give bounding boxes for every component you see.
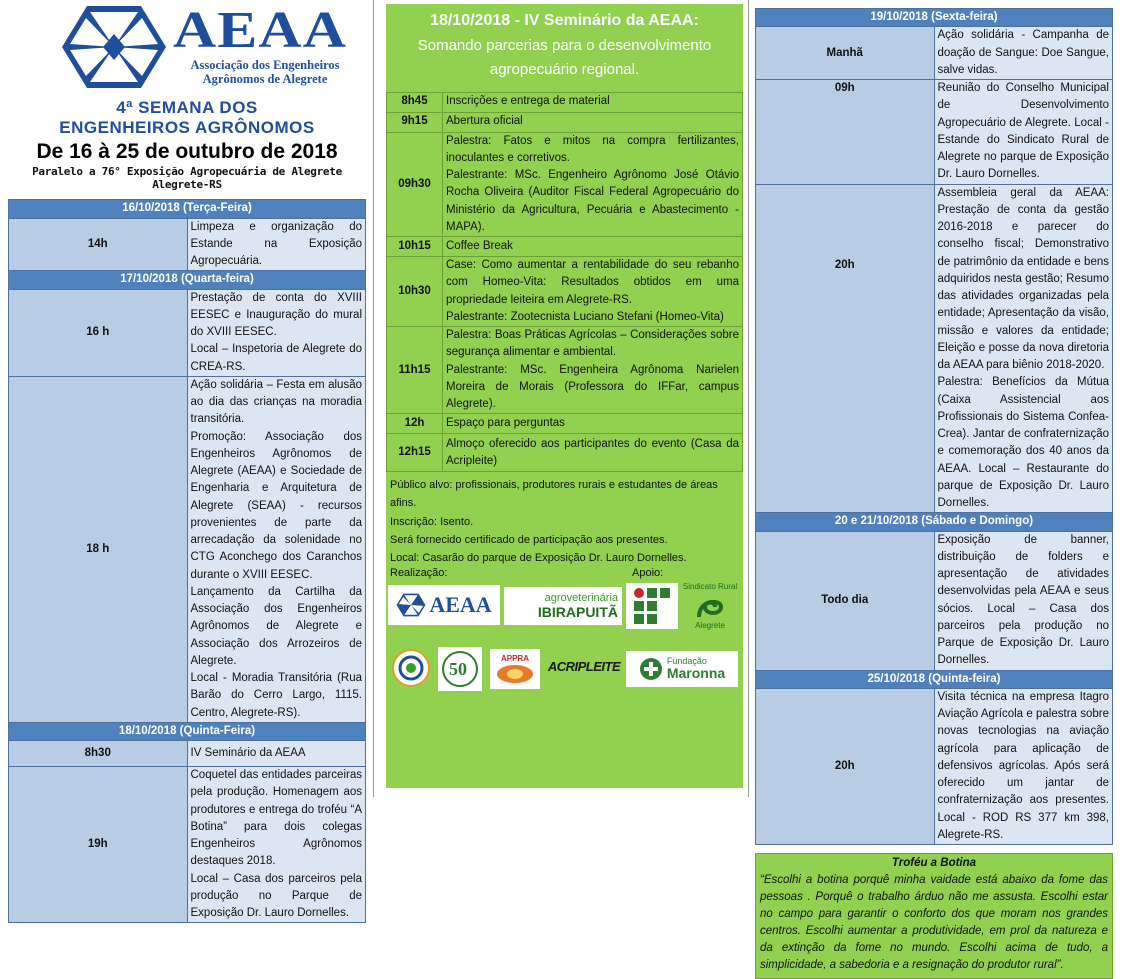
seminar-row-text: Coffee Break	[443, 237, 743, 257]
row-paragraph: Ação solidária – Festa em alusão ao dia das crianças na moradia transitória.	[190, 378, 362, 426]
label-apoio: Apoio:	[632, 567, 664, 580]
row-text: Visita técnica na empresa Itagro Aviação Agrícola e palestra sobre novas tecnologias na aviação agrícola para aplicação de defensivos agrícolas. Após será oferecido um jantar de confraternização aos presentes. Local - ROD RS 377 km 398, Alegrete-RS.	[934, 688, 1113, 844]
iffar-emblem-icon	[632, 586, 672, 626]
seminar-row-time: 10h30	[387, 257, 443, 327]
seminar-row	[387, 237, 743, 257]
logo-word: AEAA	[173, 2, 348, 59]
seminar-row-text: Almoço oferecido aos participantes do evento (Casa da Acripleite)	[443, 434, 743, 472]
sponsor-fund-line1: Fundação	[666, 655, 707, 666]
schedule-row	[9, 741, 366, 767]
day-header-17	[9, 271, 366, 289]
schedule-row	[9, 376, 366, 722]
sponsor-sindicato-logo	[682, 579, 738, 633]
row-time: 16 h	[9, 289, 188, 376]
event-title-line2: ENGENHEIROS AGRÔNOMOS	[59, 118, 315, 138]
sponsor-round-logo	[392, 649, 430, 687]
row-paragraph: Lançamento da Cartilha da Associação dos Engenheiros Agrônomos de Alegrete e Associação dos Arrozeiros de Alegrete.	[190, 585, 362, 667]
row-paragraph: Coquetel das entidades parceiras pela produção. Homenagem aos produtores e entrega do troféu “A Botina” para dois colegas Engenheiros Agrônomos destaques 2018.	[190, 769, 362, 868]
day-header-label: 17/10/2018 (Quarta-feira)	[9, 271, 366, 289]
seminar-row-time: 10h15	[387, 237, 443, 257]
aeaa-emblem-icon	[60, 4, 168, 90]
sponsors-area	[386, 567, 743, 717]
day-header-label: 18/10/2018 (Quinta-Feira)	[9, 722, 366, 740]
sponsor-aeaa-logo	[388, 585, 500, 625]
row-text	[187, 767, 366, 923]
seminar-row-paragraph: Palestrante: Zootecnista Luciano Stefani (Homeo-Vita)	[446, 310, 724, 323]
appra-emblem-icon	[495, 663, 535, 685]
sponsor-agro-line1: agroveterinária	[544, 592, 618, 605]
row-text: IV Seminário da AEAA	[187, 741, 366, 767]
day-header-label: 25/10/2018 (Quinta-feira)	[756, 670, 1113, 688]
seminar-row	[387, 434, 743, 472]
schedule-row	[9, 218, 366, 271]
event-parallel	[8, 165, 366, 191]
row-time: 09h	[756, 80, 935, 185]
day-header-label: 19/10/2018 (Sexta-feira)	[756, 9, 1113, 27]
row-paragraph: Palestra: Benefícios da Mútua (Caixa Assistencial aos Profissionais do Sistema Confea-Crea). Jantar de confraternização e comemoração dos 40 anos da AEAA. Local – Restaurante do parque de Exposição Dr. Lauro Dornelles.	[937, 376, 1109, 509]
seminar-row-text: Inscrições e entrega de material	[443, 92, 743, 112]
logo-sub-line1: Associação dos Engenheiros	[190, 58, 340, 72]
row-text	[187, 376, 366, 722]
aeaa-logo	[8, 0, 366, 92]
seminar-title: 18/10/2018 - IV Seminário da AEAA:	[430, 12, 699, 29]
seminar-row-paragraph: Palestrante: MSc. Engenheira Agrônoma Narielen Moreira de Morais (Professora do IFFar, campus Alegrete).	[446, 363, 739, 411]
sponsor-appra-word: APPRA	[500, 653, 529, 663]
event-title-line1: 4ª SEMANA DOS	[116, 98, 258, 117]
row-paragraph: Local – Casa dos parceiros pela produção no Parque de Exposição Dr. Lauro Dornelles.	[190, 872, 362, 920]
seminar-row-time: 11h15	[387, 327, 443, 414]
schedule-right-table	[755, 8, 1113, 845]
seminar-row-text: Espaço para perguntas	[443, 414, 743, 434]
sponsor-50-logo	[438, 647, 482, 691]
row-time: 20h	[756, 688, 935, 844]
seminar-row-time: 8h45	[387, 92, 443, 112]
event-title	[8, 98, 366, 138]
seminar-header	[386, 4, 743, 92]
people-circle-icon	[398, 655, 424, 681]
seminar-row-text	[443, 132, 743, 237]
day-header-label: 20 e 21/10/2018 (Sábado e Domingo)	[756, 513, 1113, 531]
sponsor-appra-logo	[490, 649, 540, 689]
row-time: 19h	[9, 767, 188, 923]
day-header-19	[756, 9, 1113, 27]
schedule-row	[756, 80, 1113, 185]
row-text: Exposição de banner, distribuição de folders e apresentação de atividades desenvolvidas pela AEAA e seus sócios. Local – Casa dos parceiros pela produção no Parque de Exposição Dr. Lauro Dornelles.	[934, 531, 1113, 670]
sindicato-emblem-icon	[693, 591, 727, 621]
seminar-row	[387, 257, 743, 327]
seminar-subtitle-line2: agropecuário regional.	[489, 60, 640, 78]
row-paragraph: Promoção: Associação dos Engenheiros Agrônomos de Alegrete (AEAA) e Sociedade de Engenharia e Arquitetura de Alegrete (SEAA) - recursos provenientes de parte da arrecadação da solenidade no CTG Aconchego dos Caranchos durante o XVIII EESEC.	[190, 430, 362, 581]
schedule-left-table	[8, 199, 366, 923]
trophy-quote-text: “Escolhi a botina porquê minha vaidade está abaixo da fome das pessoas . Porquê o trabalho árduo não me assusta. Escolhi estar no campo para garantir o conforto dos que moram nos grandes centros. Escolhi aumentar a produtividade, em prol da natureza e da extinção da fome no mundo. Escolhi acima de tudo, a simplicidade, a sabedoria e a resignação do produtor rural”.	[760, 874, 1108, 972]
sponsor-aeaa-word: AEAA	[429, 592, 492, 618]
logo-subtitle	[180, 58, 350, 87]
row-time: 18 h	[9, 376, 188, 722]
sponsor-agro-line2: IBIRAPUITÃ	[537, 604, 618, 621]
column-right	[755, 8, 1113, 972]
seminar-row	[387, 327, 743, 414]
seminar-row-text: Abertura oficial	[443, 112, 743, 132]
day-header-label: 16/10/2018 (Terça-Feira)	[9, 200, 366, 218]
seminar-row	[387, 414, 743, 434]
parallel-line2: Alegrete-RS	[152, 178, 222, 192]
event-dates: De 16 à 25 de outubro de 2018	[36, 140, 338, 164]
trophy-quote-box	[755, 853, 1113, 979]
day-header-18	[9, 722, 366, 740]
row-time: Todo dia	[756, 531, 935, 670]
seminar-subtitle-line1: Somando parcerias para o desenvolvimento	[417, 36, 712, 54]
sponsor-sind-line2: Alegrete	[695, 621, 725, 631]
info-audience: Público alvo: profissionais, produtores rurais e estudantes de áreas afins.	[390, 479, 718, 510]
day-header-20	[756, 513, 1113, 531]
schedule-row	[9, 289, 366, 376]
seminar-row-text	[443, 327, 743, 414]
schedule-row	[756, 184, 1113, 513]
seminar-schedule-table	[386, 92, 743, 473]
seminar-row-paragraph: Palestrante: MSc. Engenheiro Agrônomo José Otávio Rocha Oliveira (Auditor Fiscal Federal Agropecuário do Ministério da Agricultura, Pecuária e Abastecimento - MAPA).	[446, 169, 739, 233]
seminar-row-time: 9h15	[387, 112, 443, 132]
info-location: Local: Casarão do parque de Exposição Dr. Lauro Dornelles.	[390, 551, 687, 564]
seminar-row	[387, 92, 743, 112]
row-paragraph: Local – Inspetoria de Alegrete do CREA-RS.	[190, 343, 362, 373]
schedule-row	[756, 27, 1113, 80]
row-paragraph: Local - Moradia Transitória (Rua Barão do Cerro Largo, 1115. Centro, Alegrete-RS).	[190, 672, 362, 719]
maronna-text	[667, 657, 725, 681]
info-certificate: Será fornecido certificado de participação aos presentes.	[390, 533, 668, 546]
row-text	[934, 184, 1113, 513]
row-paragraph: Assembleia geral da AEAA: Prestação de conta da gestão 2016-2018 e parecer do conselho fiscal; Demonstrativo de patrimônio da entidade e bens adquiridos nesta gestão; Resumo das atividades organizadas pela entidade; Apresentação da visão, missão e valores da entidade; Eleição e posse da nova diretoria da AEAA para biênio 2018-2020.	[937, 186, 1109, 371]
seminar-row	[387, 132, 743, 237]
row-text: Ação solidária - Campanha de doação de Sangue: Doe Sangue, salve vidas.	[934, 27, 1113, 80]
sponsor-sind-line1: Sindicato Rural	[682, 582, 738, 592]
column-left	[8, 0, 366, 920]
schedule-row	[756, 531, 1113, 670]
maronna-emblem-icon	[639, 657, 663, 681]
parallel-line1: Paralelo a 76° Exposição Agropecuária de Alegrete	[32, 165, 342, 179]
seminar-info	[386, 472, 743, 567]
schedule-row	[9, 767, 366, 923]
row-time: 8h30	[9, 741, 188, 767]
seminar-row-paragraph: Palestra: Fatos e mitos na compra fertilizantes, inoculantes e corretivos.	[446, 134, 739, 164]
sponsor-acripleite-word: ACRIPLEITE	[547, 658, 621, 674]
row-paragraph: Prestação de conta do XVIII EESEC e Inauguração do mural do XVIII EESEC.	[190, 291, 362, 339]
column-middle	[386, 4, 743, 788]
anniversary-50-icon	[440, 649, 480, 689]
seminar-row-paragraph: Case: Como aumentar a rentabilidade do seu rebanho com Homeo-Vita: Resultados obtidos em uma propriedade leiteira em Alegrete-RS.	[446, 259, 739, 306]
row-time: 14h	[9, 218, 188, 271]
seminar-row-paragraph: Palestra: Boas Práticas Agrícolas – Considerações sobre segurança alimentar e ambiental.	[446, 329, 739, 359]
sponsor-fund-line2: Maronna	[666, 665, 726, 682]
sponsor-maronna-logo	[626, 651, 738, 687]
label-realizacao: Realização:	[390, 567, 448, 580]
trophy-quote-title: Troféu a Botina	[891, 857, 977, 869]
info-registration: Inscrição: Isento.	[390, 515, 474, 528]
seminar-row-time: 12h	[387, 414, 443, 434]
svg-text:50: 50	[449, 659, 467, 680]
seminar-row	[387, 112, 743, 132]
seminar-row-time: 12h15	[387, 434, 443, 472]
sponsor-iffar-logo	[626, 583, 678, 629]
sponsor-agro-logo	[504, 587, 622, 625]
day-header-25	[756, 670, 1113, 688]
day-header-16	[9, 200, 366, 218]
row-text: Limpeza e organização do Estande na Exposição Agropecuária.	[187, 218, 366, 271]
row-time: Manhã	[756, 27, 935, 80]
row-text: Reunião do Conselho Municipal de Desenvolvimento Agropecuário de Alegrete. Local - Estande do Sindicato Rural de Alegrete no parque de Exposição Dr. Lauro Dornelles.	[934, 80, 1113, 185]
seminar-row-text	[443, 257, 743, 327]
logo-sub-line2: Agrônomos de Alegrete	[202, 72, 328, 87]
seminar-row-time: 09h30	[387, 132, 443, 237]
sponsor-acripleite-logo	[546, 651, 622, 681]
row-text	[187, 289, 366, 376]
row-time: 20h	[756, 184, 935, 513]
schedule-row	[756, 688, 1113, 844]
aeaa-emblem-icon	[396, 592, 426, 618]
